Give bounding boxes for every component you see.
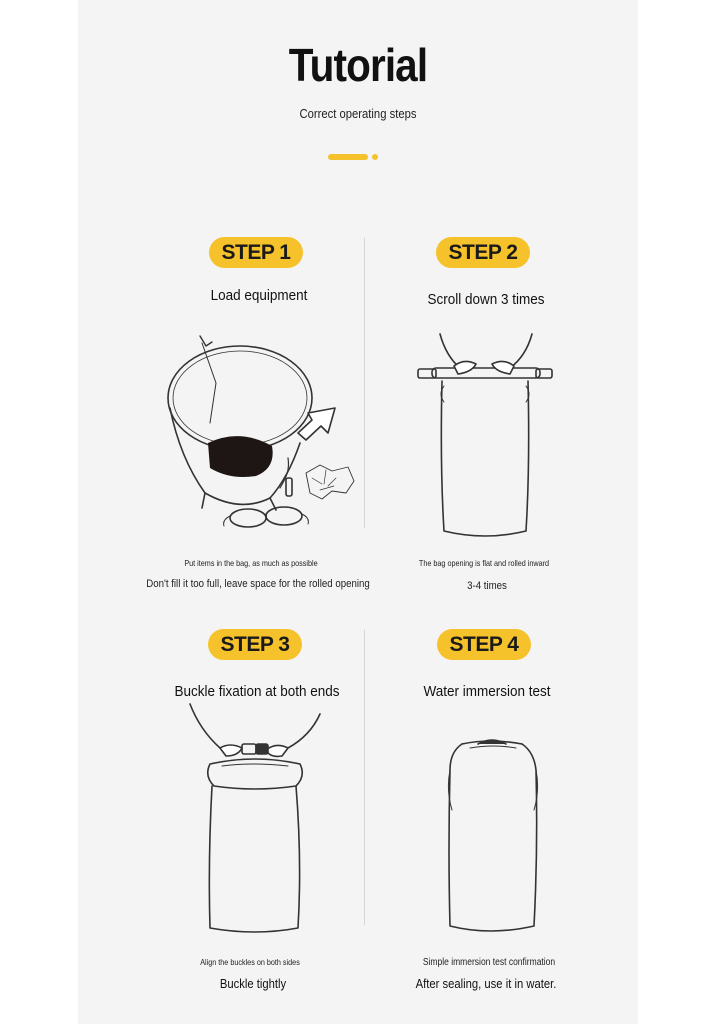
accent-bar <box>328 154 368 160</box>
step-3-badge: STEP 3 <box>208 629 302 660</box>
step-3-caption-small: Align the buckles on both sides <box>200 957 300 967</box>
column-divider-bottom <box>364 630 365 925</box>
step-2-badge: STEP 2 <box>436 237 530 268</box>
step-3-caption: Buckle tightly <box>219 977 287 991</box>
accent-dot <box>372 154 378 160</box>
open-bag-loading-icon <box>160 328 360 543</box>
step-4-title: Water immersion test <box>423 683 551 700</box>
step-2-caption-small: The bag opening is flat and rolled inward <box>418 558 550 568</box>
step-2-caption: 3-4 times <box>467 580 507 592</box>
step-1-caption: Don't fill it too full, leave space for the rolled opening <box>146 578 370 590</box>
column-divider-top <box>364 238 365 528</box>
page-title: Tutorial <box>288 39 428 91</box>
step-3-title: Buckle fixation at both ends <box>174 683 340 700</box>
sealed-bag-icon <box>430 730 560 940</box>
rolling-bag-top-icon <box>410 326 560 546</box>
step-4-badge: STEP 4 <box>437 629 531 660</box>
step-4-caption-small: Simple immersion test confirmation <box>422 957 556 968</box>
step-2-title: Scroll down 3 times <box>427 291 545 308</box>
step-4-caption: After sealing, use it in water. <box>415 977 557 991</box>
step-1-badge: STEP 1 <box>209 237 303 268</box>
buckling-bag-icon <box>180 700 330 940</box>
step-1-caption-small: Put items in the bag, as much as possible <box>184 558 318 568</box>
step-1-title: Load equipment <box>210 287 308 304</box>
page-subtitle: Correct operating steps <box>299 107 417 121</box>
